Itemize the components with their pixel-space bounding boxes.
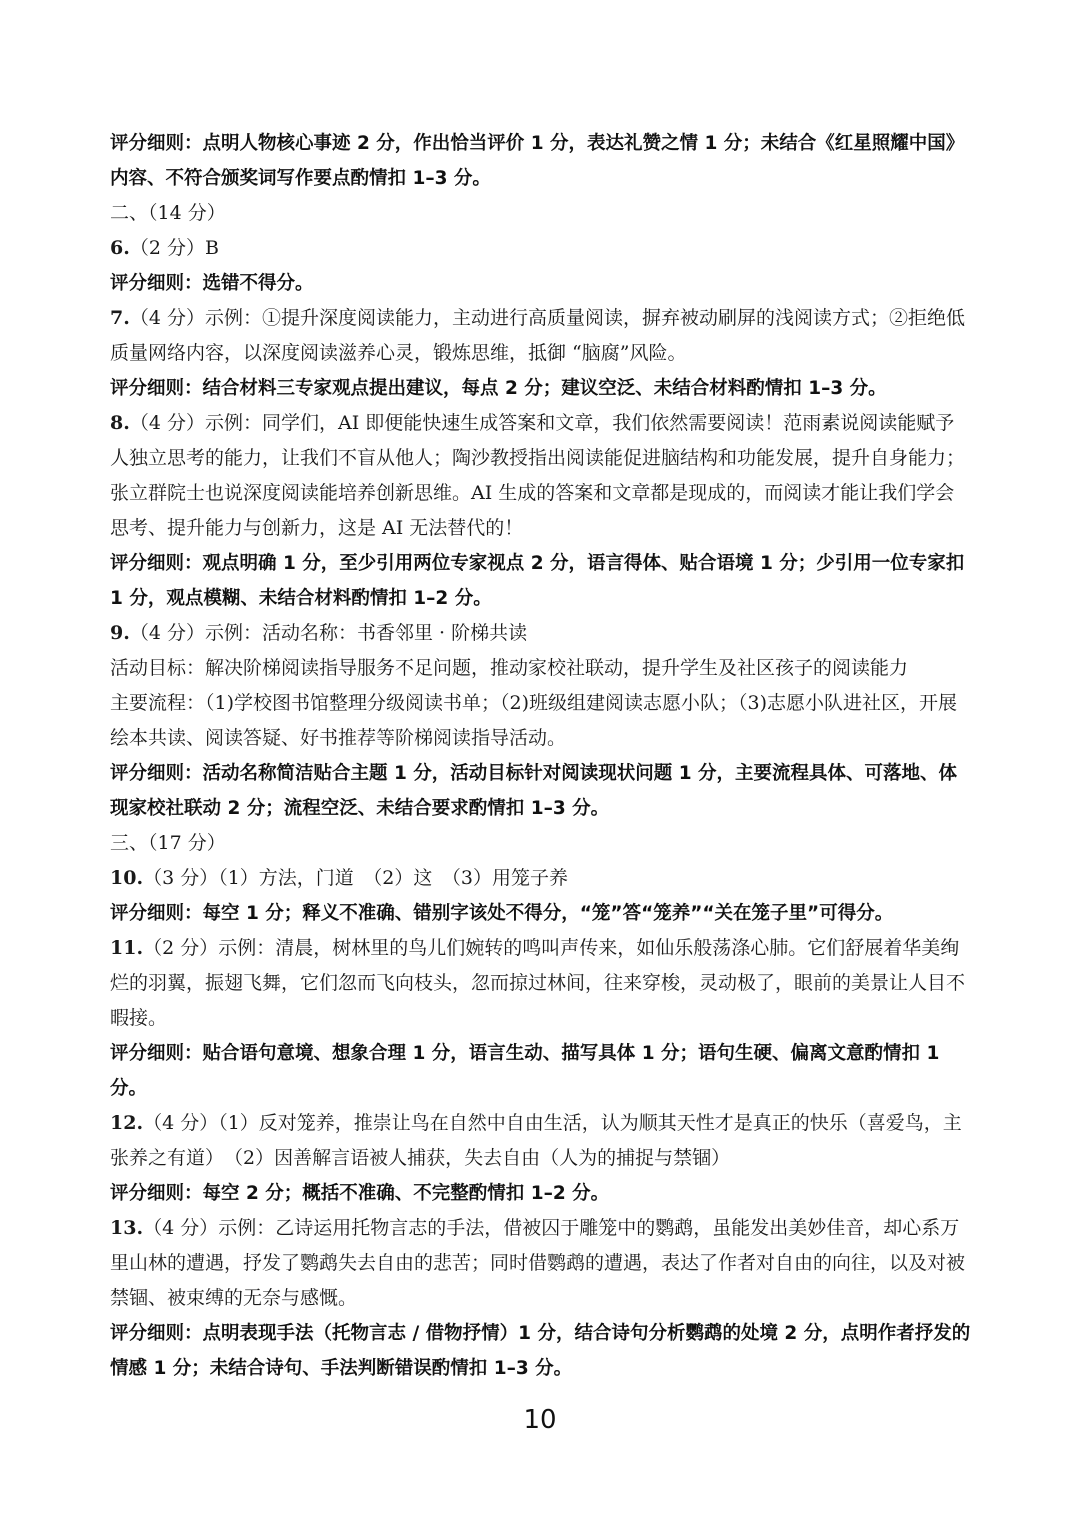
answer-text: （4 分）示例：同学们，AI 即便能快速生成答案和文章，我们依然需要阅读！范雨素说阅读能赋予人独立思考的能力，让我们不盲从他人；陶沙教授指出阅读能促进脑结构和功能发展，提升自身能力；张立群院士也说深度阅读能培养创新思维。AI 生成的答案和文章都是现成的，而阅读才能让我们学会思考、提升能力与创新力，这是 AI 无法替代的！ [110,412,966,539]
answer-q8 [110,406,972,546]
section-two-heading: 二、（14 分） [110,202,226,224]
question-number: 11. [110,937,144,959]
answer-text: （4 分）示例：①提升深度阅读能力，主动进行高质量阅读，摒弃被动刷屏的浅阅读方式；②拒绝低质量网络内容，以深度阅读滋养心灵，锻炼思维，抵御 “脑腐”风险。 [110,307,965,364]
answer-q12 [110,1106,972,1176]
page-number: 10 [523,1405,557,1435]
section-three-heading: 三、（17 分） [110,832,226,854]
question-number: 12. [110,1112,144,1134]
rule-q5: 评分细则：点明人物核心事迹 2 分，作出恰当评价 1 分，表达礼赞之情 1 分；未结合《红星照耀中国》内容、不符合颁奖词写作要点酌情扣 1–3 分。 [110,133,965,189]
question-number: 6. [110,237,130,259]
answer-text: （4 分）示例：乙诗运用托物言志的手法，借被囚于雕笼中的鹦鹉，虽能发出美妙佳音，却心系万里山林的遭遇，抒发了鹦鹉失去自由的悲苦；同时借鹦鹉的遭遇，表达了作者对自由的向往，以及对被禁锢、被束缚的无奈与感慨。 [110,1217,966,1309]
rule-q11: 评分细则：贴合语句意境、想象合理 1 分，语言生动、描写具体 1 分；语句生硬、偏离文意酌情扣 1 分。 [110,1043,946,1099]
rule-q8: 评分细则：观点明确 1 分，至少引用两位专家视点 2 分，语言得体、贴合语境 1 分；少引用一位专家扣 1 分，观点模糊、未结合材料酌情扣 1–2 分。 [110,553,971,609]
answer-text: （2 分）示例：清晨，树林里的鸟儿们婉转的鸣叫声传来，如仙乐般荡涤心肺。它们舒展着华美绚烂的羽翼，振翅飞舞，它们忽而飞向枝头，忽而掠过林间，往来穿梭，灵动极了，眼前的美景让人目不暇接。 [110,937,966,1029]
question-number: 7. [110,307,130,329]
rule-q6: 评分细则：选错不得分。 [110,273,314,294]
answer-text: （3 分）（1）方法，门道 （2）这 （3）用笼子养 [143,867,568,889]
rule-q7: 评分细则：结合材料三专家观点提出建议，每点 2 分；建议空泛、未结合材料酌情扣 1–3 分。 [110,378,887,399]
answer-q13 [110,1211,972,1316]
answer-q11 [110,931,972,1036]
answer-text: （4 分）（1）反对笼养，推崇让鸟在自然中自由生活，认为顺其天性才是真正的快乐（喜爱鸟，主张养之有道） （2）因善解言语被人捕获，失去自由（人为的捕捉与禁锢） [110,1112,962,1169]
question-number: 8. [110,412,130,434]
rule-q12: 评分细则：每空 2 分；概括不准确、不完整酌情扣 1–2 分。 [110,1183,610,1204]
answer-q7 [110,301,972,371]
answer-text: （4 分）示例：活动名称：书香邻里 · 阶梯共读 [129,622,528,644]
answer-key-page [110,126,972,1386]
rule-q9: 评分细则：活动名称简洁贴合主题 1 分，活动目标针对阅读现状问题 1 分，主要流程具体、可落地、体现家校社联动 2 分；流程空泛、未结合要求酌情扣 1–3 分。 [110,763,958,819]
answer-text: （2 分）B [129,237,219,259]
answer-q9-goal: 活动目标：解决阶梯阅读指导服务不足问题，推动家校社联动，提升学生及社区孩子的阅读能力 [110,657,909,679]
question-number: 13. [110,1217,144,1239]
question-number: 10. [110,867,144,889]
rule-q13: 评分细则：点明表现手法（托物言志 / 借物抒情）1 分，结合诗句分析鹦鹉的处境 2 分，点明作者抒发的情感 1 分；未结合诗句、手法判断错误酌情扣 1–3 分。 [110,1323,971,1379]
answer-q9-process: 主要流程：（1)学校图书馆整理分级阅读书单；（2)班级组建阅读志愿小队；（3)志愿小队进社区，开展绘本共读、阅读答疑、好书推荐等阶梯阅读指导活动。 [110,692,958,749]
rule-q10: 评分细则：每空 1 分；释义不准确、错别字该处不得分，“笼”答“笼养”“关在笼子里”可得分。 [110,903,894,924]
question-number: 9. [110,622,130,644]
answer-q6 [110,231,972,266]
answer-q10 [110,861,972,896]
answer-q9 [110,616,972,651]
